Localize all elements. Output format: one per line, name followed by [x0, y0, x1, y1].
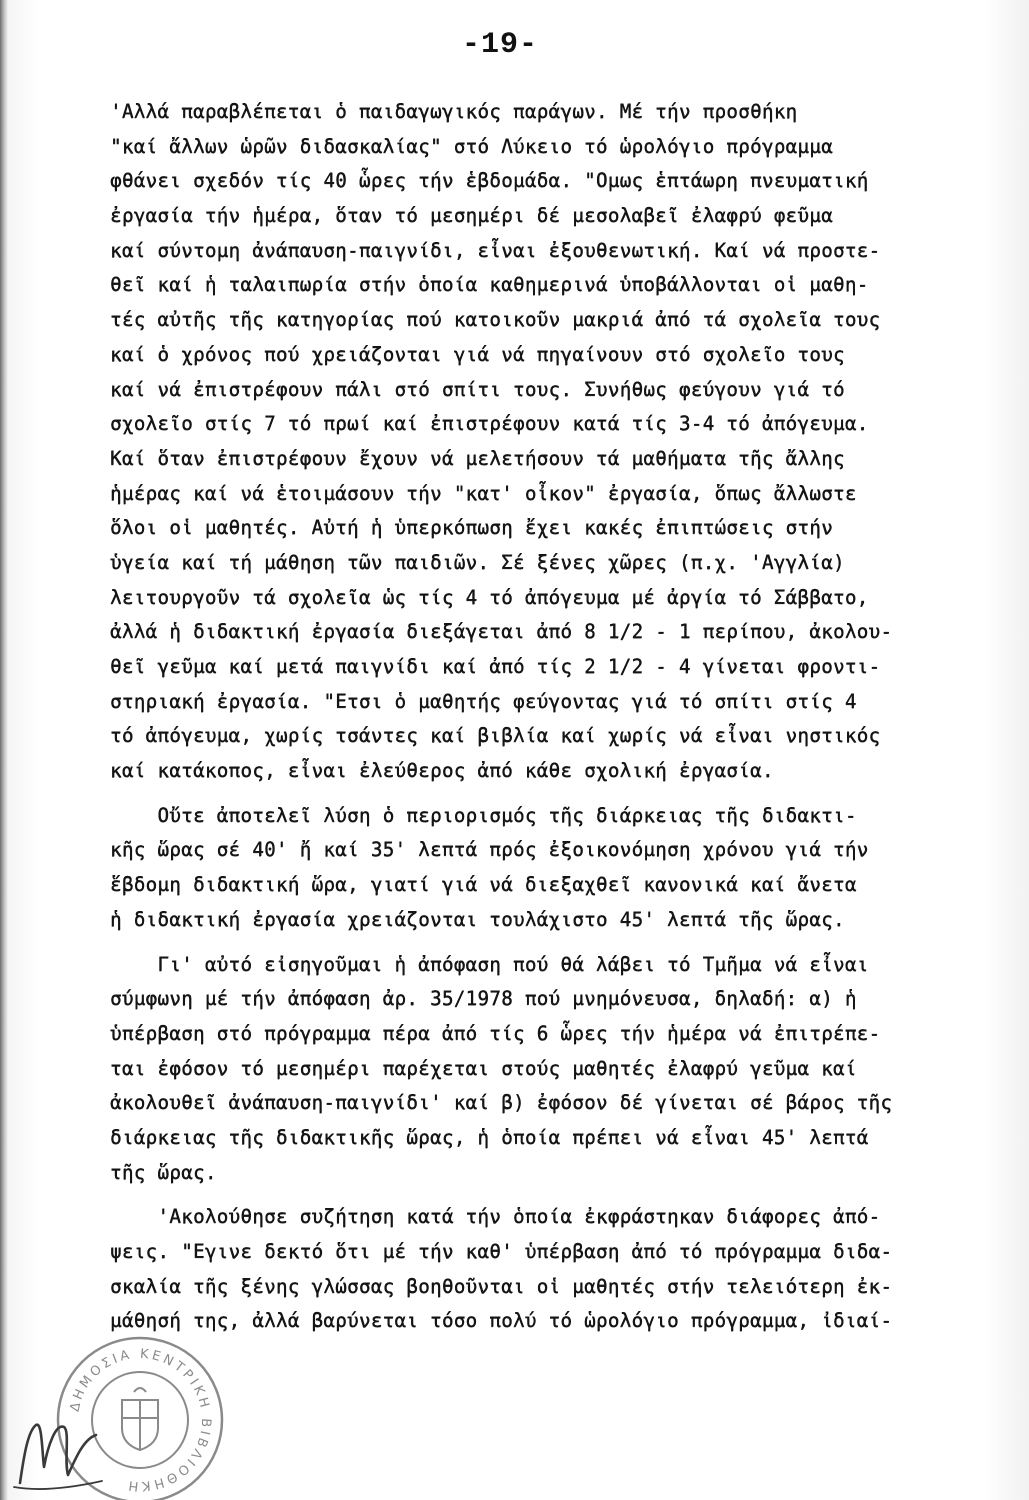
text-line: ἡ διδακτική ἐργασία χρειάζονται τουλάχιστο 45' λεπτά τῆς ὥρας.	[110, 907, 845, 931]
text-line: ἀκολουθεῖ ἀνάπαυση-παιγνίδι' καί β) ἐφόσον δέ γίνεται σέ βάρος τῆς	[110, 1091, 893, 1115]
document-body	[110, 95, 990, 1339]
text-line: ἀλλά ἡ διδακτική ἐργασία διεξάγεται ἀπό 8 1/2 - 1 περίπου, ἀκολου-	[110, 620, 893, 644]
text-line: τό ἀπόγευμα, χωρίς τσάντες καί βιβλία καί χωρίς νά εἶναι νηστικός	[110, 724, 881, 748]
text-line: Οὔτε ἀποτελεῖ λύση ὁ περιορισμός τῆς διάρκειας τῆς διδακτι-	[110, 803, 857, 827]
text-line: μάθησή της, ἀλλά βαρύνεται τόσο πολύ τό ὡρολόγιο πρόγραμμα, ἰδιαί-	[110, 1309, 893, 1333]
page-number: -19-	[461, 28, 538, 62]
text-line: ὑγεία καί τή μάθηση τῶν παιδιῶν. Σέ ξένες χῶρες (π.χ. 'Αγγλία)	[110, 550, 845, 574]
text-line: 'Ακολούθησε συζήτηση κατά τήν ὁποία ἐκφράστηκαν διάφορες ἀπό-	[110, 1205, 881, 1229]
text-line: σκαλία τῆς ξένης γλώσσας βοηθοῦνται οἱ μαθητές στήν τελειότερη ἐκ-	[110, 1274, 893, 1298]
text-line: θεῖ γεῦμα καί μετά παιγνίδι καί ἀπό τίς 2 1/2 - 4 γίνεται φροντι-	[110, 655, 881, 678]
text-line: ψεις. "Εγινε δεκτό ὅτι μέ τήν καθ' ὑπέρβαση ἀπό τό πρόγραμμα διδα-	[110, 1240, 893, 1263]
text-line: ὑπέρβαση στό πρόγραμμα πέρα ἀπό τίς 6 ὧρες τήν ἡμέρα νά ἐπιτρέπε-	[110, 1021, 881, 1045]
handwritten-signature-icon	[6, 1395, 116, 1500]
svg-text:ΔΗΜΟΣΙΑ ΚΕΝΤΡΙΚΗ ΒΙΒΛΙΟΘΗΚΗ: ΔΗΜΟΣΙΑ ΚΕΝΤΡΙΚΗ ΒΙΒΛΙΟΘΗΚΗ	[67, 1346, 214, 1494]
text-line: "καί ἄλλων ὡρῶν διδασκαλίας" στό Λύκειο τό ὡρολόγιο πρόγραμμα	[110, 134, 833, 158]
text-line: φθάνει σχεδόν τίς 40 ὧρες τήν ἑβδομάδα. "Ομως ἑπτάωρη πνευματική	[110, 169, 869, 193]
text-line: σύμφωνη μέ τήν ἀπόφαση ἀρ. 35/1978 πού μνημόνευσα, δηλαδή: α) ἡ	[110, 987, 857, 1011]
text-line: καί νά ἐπιστρέφουν πάλι στό σπίτι τους. Συνήθως φεύγουν γιά τό	[110, 377, 845, 401]
text-line: θεῖ καί ἡ ταλαιπωρία στήν ὁποία καθημερινά ὑποβάλλονται οἱ μαθη-	[110, 273, 869, 297]
text-line: ται ἐφόσον τό μεσημέρι παρέχεται στούς μαθητές ἐλαφρύ γεῦμα καί	[110, 1056, 857, 1080]
text-line: Γι' αὐτό εἰσηγοῦμαι ἡ ἀπόφαση πού θά λάβει τό Τμῆμα νά εἶναι	[110, 952, 869, 976]
text-line: διάρκειας τῆς διδακτικῆς ὥρας, ἡ ὁποία πρέπει νά εἶναι 45' λεπτά	[110, 1125, 869, 1149]
text-line: καί ὁ χρόνος πού χρειάζονται γιά νά πηγαίνουν στό σχολεῖο τους	[110, 342, 845, 366]
text-line: καί σύντομη ἀνάπαυση-παιγνίδι, εἶναι ἐξουθενωτική. Καί νά προστε-	[110, 238, 881, 262]
text-line: Καί ὅταν ἐπιστρέφουν ἔχουν νά μελετήσουν τά μαθήματα τῆς ἄλλης	[110, 446, 845, 470]
text-line: στηριακή ἐργασία. "Ετσι ὁ μαθητής φεύγοντας γιά τό σπίτι στίς 4	[110, 689, 857, 713]
binding-shadow	[0, 0, 8, 1500]
text-line: καί κατάκοπος, εἶναι ἐλεύθερος ἀπό κάθε σχολική ἐργασία.	[110, 759, 774, 783]
text-line: ἐργασία τήν ἡμέρα, ὅταν τό μεσημέρι δέ μεσολαβεῖ ἐλαφρύ φεῦμα	[110, 204, 833, 228]
text-line: ἕβδομη διδακτική ὥρα, γιατί γιά νά διεξαχθεῖ κανονικά καί ἄνετα	[110, 873, 857, 897]
text-line: τῆς ὥρας.	[110, 1160, 217, 1184]
text-line: σχολεῖο στίς 7 τό πρωί καί ἐπιστρέφουν κατά τίς 3-4 τό ἀπόγευμα.	[110, 412, 869, 436]
text-line: 'Αλλά παραβλέπεται ὁ παιδαγωγικός παράγων. Μέ τήν προσθήκη	[110, 100, 798, 123]
text-line: κῆς ὥρας σέ 40' ἤ καί 35' λεπτά πρός ἐξοικονόμηση χρόνου γιά τήν	[110, 838, 869, 862]
text-line: ὅλοι οἱ μαθητές. Αὐτή ἡ ὑπερκόπωση ἔχει κακές ἐπιπτώσεις στήν	[110, 516, 833, 540]
text-line: τές αὐτῆς τῆς κατηγορίας πού κατοικοῦν μακριά ἀπό τά σχολεῖα τους	[110, 308, 881, 332]
text-line: ἡμέρας καί νά ἑτοιμάσουν τήν "κατ' οἶκον" ἐργασία, ὅπως ἄλλωστε	[110, 481, 857, 505]
text-line: λειτουργοῦν τά σχολεῖα ὡς τίς 4 τό ἀπόγευμα μέ ἀργία τό Σάββατο,	[110, 585, 869, 609]
